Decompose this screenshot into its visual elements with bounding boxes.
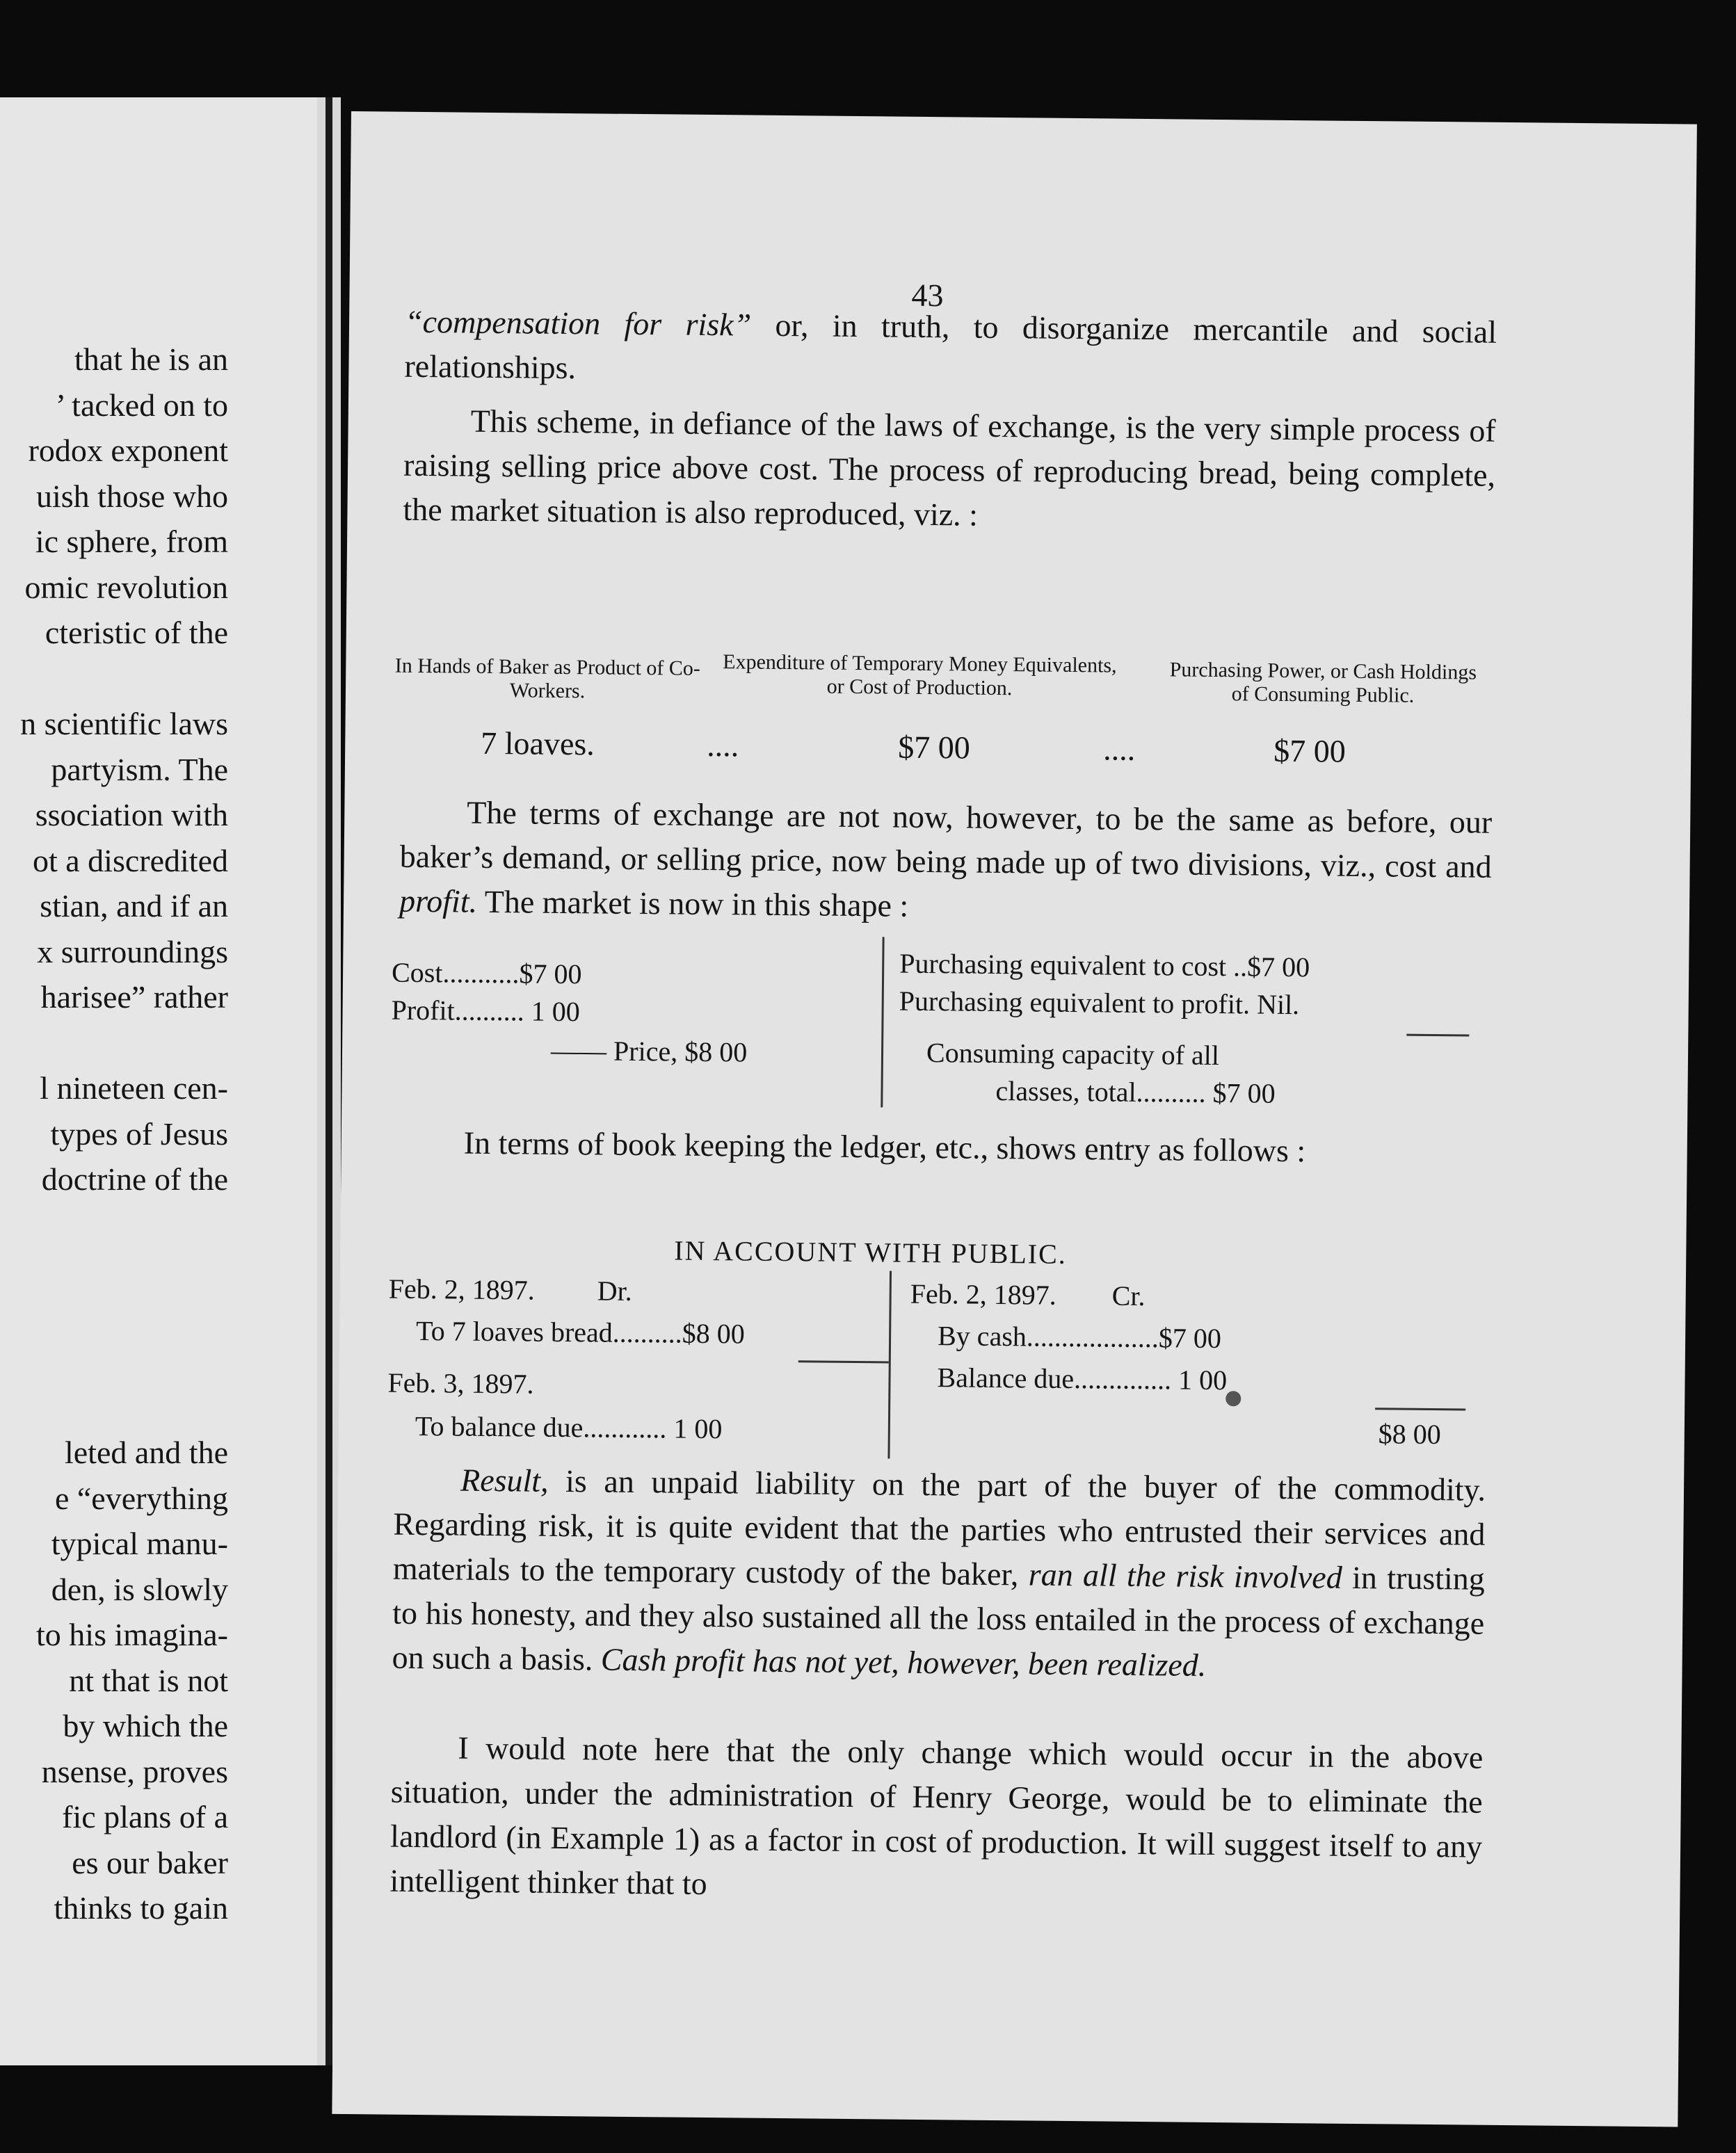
right-page	[332, 111, 1697, 2127]
dots-1: ....	[707, 727, 739, 764]
left-page-fragment: thinks to gain	[54, 1890, 228, 1926]
gutter-shadow	[326, 97, 332, 2065]
equiv-profit-line: Purchasing equivalent to profit. Nil.	[899, 985, 1300, 1021]
left-page-fragment: ot a discredited	[32, 842, 228, 878]
paragraph-1	[404, 300, 1497, 399]
left-page-fragment: uish those who	[36, 478, 228, 514]
public-value: $7 00	[1273, 732, 1346, 769]
dr-rule	[798, 1360, 889, 1363]
left-page-fragment: leted and the	[64, 1435, 228, 1470]
left-page-fragment: den, is slowly	[51, 1571, 228, 1607]
profit-line: Profit.......... 1 00	[391, 994, 580, 1028]
loaves-value: 7 loaves.	[481, 725, 595, 762]
paragraph-2: This scheme, in defiance of the laws of exchange, is the very simple process of raising selling price above cost. The process of reproducing bread, being complete, the market situation is also reproduced, viz. :	[403, 403, 1496, 533]
cr-date: Feb. 2, 1897. Cr.	[910, 1277, 1146, 1312]
italic-profit: profit.	[399, 882, 478, 919]
left-page-fragment: stian, and if an	[40, 888, 228, 924]
left-page-fragment: ssociation with	[35, 797, 228, 832]
left-page-fragment: es our baker	[72, 1844, 228, 1880]
italic-phrase: “compensation for risk”	[404, 303, 752, 343]
left-page-fragment: nt that is not	[69, 1662, 228, 1698]
ledger-divider	[887, 1271, 892, 1459]
left-page-fragment: nsense, proves	[41, 1753, 228, 1789]
col-head-cost: Expenditure of Temporary Money Equivalents, or Cost of Production.	[723, 650, 1117, 700]
left-page-fragment: doctrine of the	[41, 1161, 228, 1197]
paragraph-text: or, in truth, to disorganize mercantile and social relationships.	[404, 307, 1497, 386]
page-number: 43	[911, 277, 944, 314]
market-divider	[881, 937, 884, 1107]
dr-date: Feb. 2, 1897. Dr.	[388, 1273, 632, 1307]
left-page-fragment: rodox exponent	[28, 433, 228, 468]
left-page-fragment: n scientific laws	[20, 706, 228, 741]
left-page-fragment: ’ tacked on to	[55, 387, 228, 423]
left-page-fragment: e “everything	[54, 1480, 228, 1516]
nil-rule	[1406, 1034, 1469, 1037]
ink-spot	[1225, 1391, 1241, 1406]
left-page-fragment: ic sphere, from	[35, 524, 228, 559]
dr-date-2: Feb. 3, 1897.	[387, 1366, 534, 1400]
col-head-baker: In Hands of Baker as Product of Co-Workers.	[394, 654, 701, 703]
price-line: —— Price, $8 00	[550, 1034, 748, 1068]
cr-rule	[1375, 1408, 1465, 1410]
equiv-cost-line: Purchasing equivalent to cost ..$7 00	[899, 947, 1310, 983]
col-head-public: Purchasing Power, or Cash Holdings of Consuming Public.	[1169, 658, 1477, 707]
left-page-fragment: typical manu-	[51, 1526, 228, 1561]
cost-value: $7 00	[898, 729, 971, 766]
left-page-fragment: by which the	[63, 1708, 228, 1743]
cr-entry-2: Balance due.............. 1 00	[937, 1362, 1228, 1396]
cr-label: Cr.	[1111, 1280, 1146, 1312]
cr-entry-1: By cash...................$7 00	[937, 1320, 1222, 1355]
dr-entry-2: To balance due............ 1 00	[415, 1410, 723, 1445]
paragraph-5: Result, is an unpaid liability on the part of the buyer of the commodity. Regarding risk, it is quite evident that the parties who entrusted their services and materials to the temporary custody of the baker, ran all the risk involved in trusting to his honesty, and they also sustained all the loss entailed in the process of exchange on such a basis. Cash profit has not yet, however, been realized.	[392, 1462, 1486, 1683]
cost-line: Cost...........$7 00	[391, 956, 582, 990]
left-page-fragment: types of Jesus	[50, 1115, 228, 1152]
paragraph-4: In terms of book keeping the ledger, etc., shows entry as follows :	[463, 1124, 1306, 1169]
paragraph-6: I would note here that the only change which would occur in the above situation, under the administration of Henry George, would be to eliminate the landlord (in Example 1) as a factor in cost of production. It will suggest itself to any intelligent thinker that to	[389, 1729, 1484, 1902]
left-page-fragment: harisee” rather	[40, 979, 228, 1015]
consuming-line-1: Consuming capacity of all	[926, 1037, 1220, 1072]
left-page-fragment: fic plans of a	[62, 1799, 228, 1835]
cr-total: $8 00	[1378, 1418, 1442, 1451]
left-page-fragment: omic revolution	[24, 569, 228, 605]
paragraph-3: The terms of exchange are not now, however, to be the same as before, our baker’s demand, or selling price, now being made up of two divisions, viz., cost and profit. The market is now in this shape :	[399, 794, 1493, 924]
left-page-fragment: l nineteen cen-	[40, 1070, 228, 1106]
dr-label: Dr.	[597, 1275, 632, 1307]
left-page-fragment: partyism. The	[51, 751, 228, 787]
dots-2: ....	[1103, 731, 1136, 767]
left-facing-page	[0, 97, 317, 2065]
account-title: IN ACCOUNT WITH PUBLIC.	[674, 1234, 1068, 1270]
left-page-fragment: that he is an	[74, 341, 228, 377]
left-page-fragment: x surroundings	[37, 933, 228, 969]
left-page-fragment: to his imagina-	[36, 1617, 228, 1652]
left-page-fragment: cteristic of the	[45, 615, 228, 650]
dr-entry: To 7 loaves bread..........$8 00	[415, 1314, 746, 1350]
consuming-line-2: classes, total.......... $7 00	[995, 1074, 1276, 1109]
